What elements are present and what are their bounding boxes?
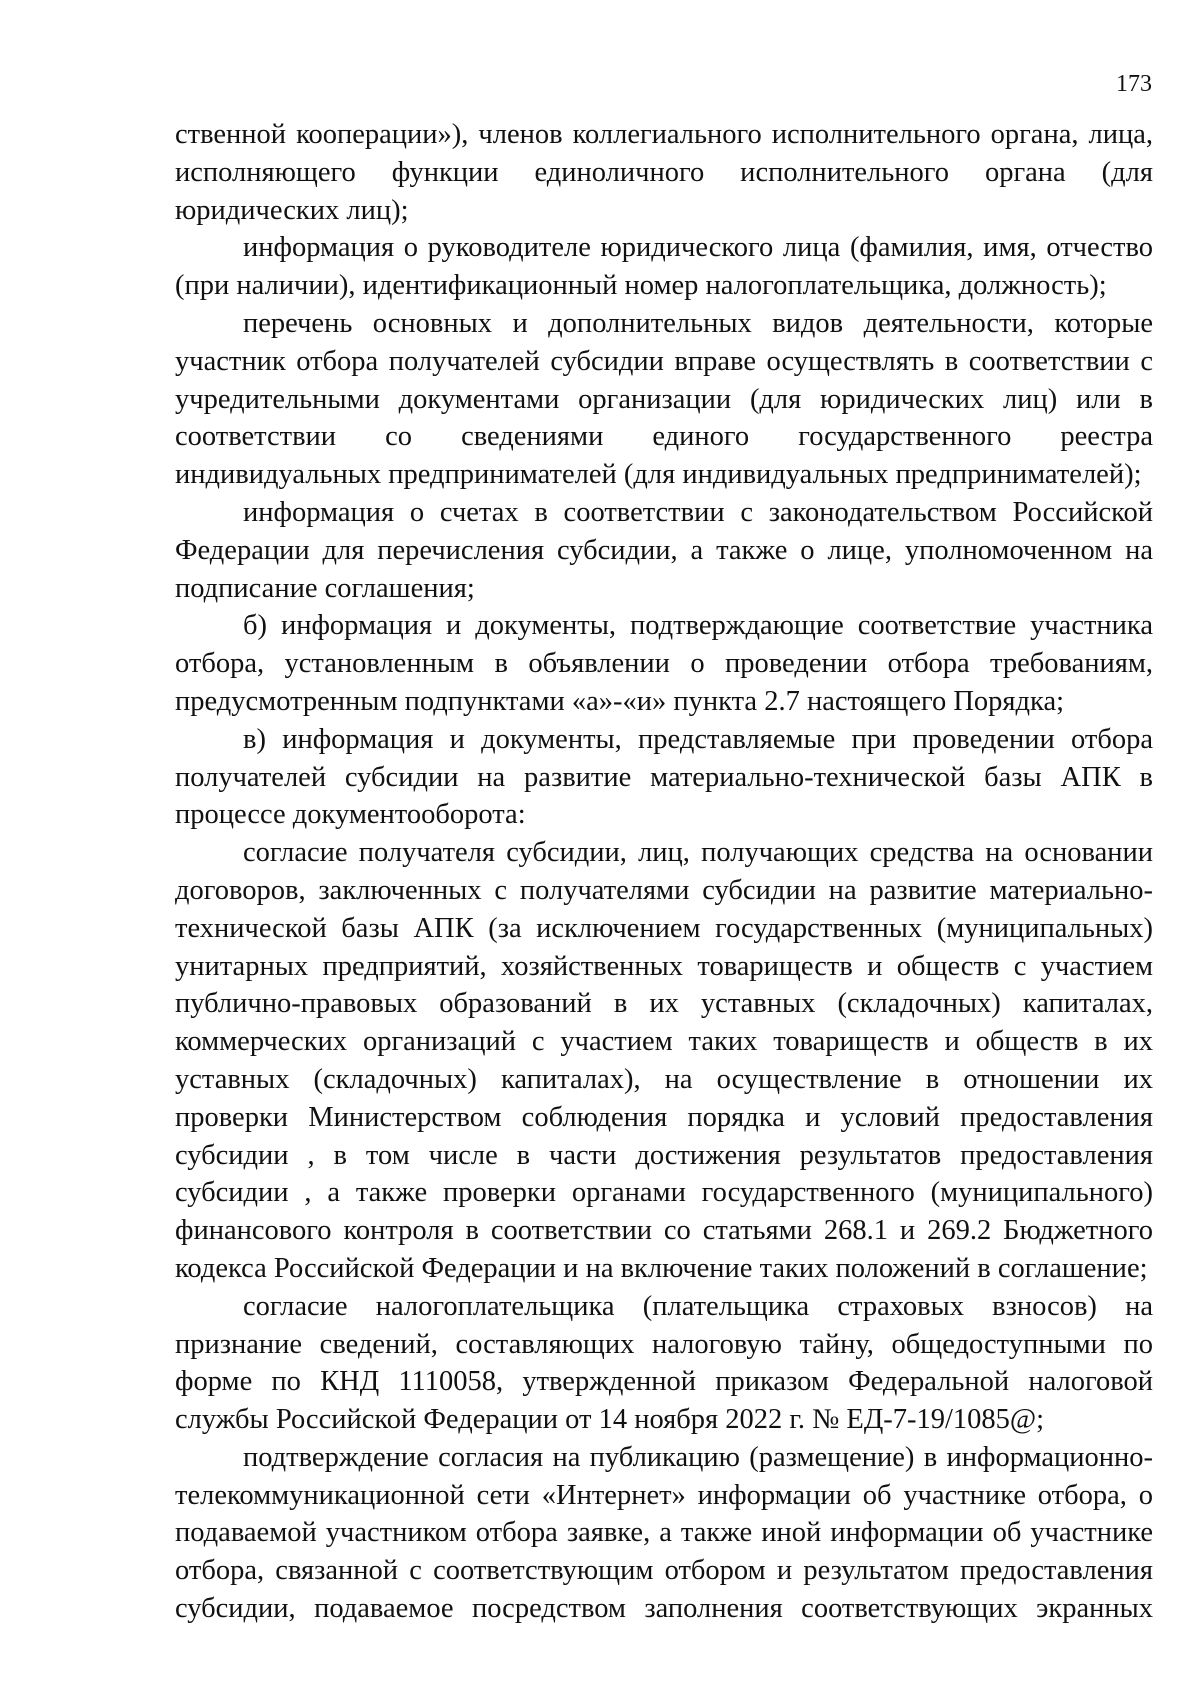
page-number: 173 <box>1116 71 1152 97</box>
paragraph-item-b: б) информация и документы, подтверждающие соответствие участника отбора, установленным в объявлении о проведении отбора требованиям, предусмотренным подпунктами «а»-«и» пункта 2.7 настоящего Порядка; <box>175 610 1153 717</box>
document-body <box>175 116 1153 1628</box>
paragraph-verification-consent: согласие получателя субсидии, лиц, получающих средства на основании договоров, заключенных с получателями субсидии на развитие материально-технической базы АПК (за исключением государственных (муниципальных) унитарных предприятий, хозяйственных товариществ и обществ с участием публично-правовых образований в их уставных (складочных) капиталах, коммерческих организаций с участием таких товариществ и обществ в их уставных (складочных) капиталах), на осуществление в отношении их проверки Министерством соблюдения порядка и условий предоставления субсидии , в том числе в части достижения результатов предоставления субсидии , а также проверки органами государственного (муниципального) финансового контроля в соответствии со статьями 268.1 и 269.2 Бюджетного кодекса Российской Федерации и на включение таких положений в соглашение; <box>175 837 1153 1284</box>
paragraph-item-v: в) информация и документы, представляемые при проведении отбора получателей субсидии на развитие материально-технической базы АПК в процессе документооборота: <box>175 723 1153 831</box>
paragraph-accounts-info: информация о счетах в соответствии с законодательством Российской Федерации для перечисления субсидии, а также о лице, уполномоченном на подписание соглашения; <box>175 496 1153 604</box>
paragraph-activity-types: перечень основных и дополнительных видов деятельности, которые участник отбора получателей субсидии вправе осуществлять в соответствии с учредительными документами организации (для юридических лиц) или в соответствии со сведениями единого государственного реестра индивидуальных предпринимателей (для индивидуальных предпринимателей); <box>175 307 1153 491</box>
paragraph-legal-entity-head-info: информация о руководителе юридического лица (фамилия, имя, отчество (при наличии), идентификационный номер налогоплательщика, должность); <box>175 232 1153 302</box>
paragraph-tax-secret-consent: согласие налогоплательщика (плательщика страховых взносов) на признание сведений, составляющих налоговую тайну, общедоступными по форме по КНД 1110058, утвержденной приказом Федеральной налоговой службы Российской Федерации от 14 ноября 2022 г. № ЕД-7-19/1085@; <box>175 1290 1153 1436</box>
paragraph-continuation: ственной кооперации»), членов коллегиального исполнительного органа, лица, исполняющего функции единоличного исполнительного органа (для юридических лиц); <box>175 119 1153 226</box>
paragraph-publication-consent: подтверждение согласия на публикацию (размещение) в информационно-телекоммуникационной сети «Интернет» информации об участнике отбора, о подаваемой участником отбора заявке, а также иной информации об участнике отбора, связанной с соответствующим отбором и результатом предоставления субсидии, подаваемое посредством заполнения соответствующих экранных <box>175 1441 1153 1625</box>
